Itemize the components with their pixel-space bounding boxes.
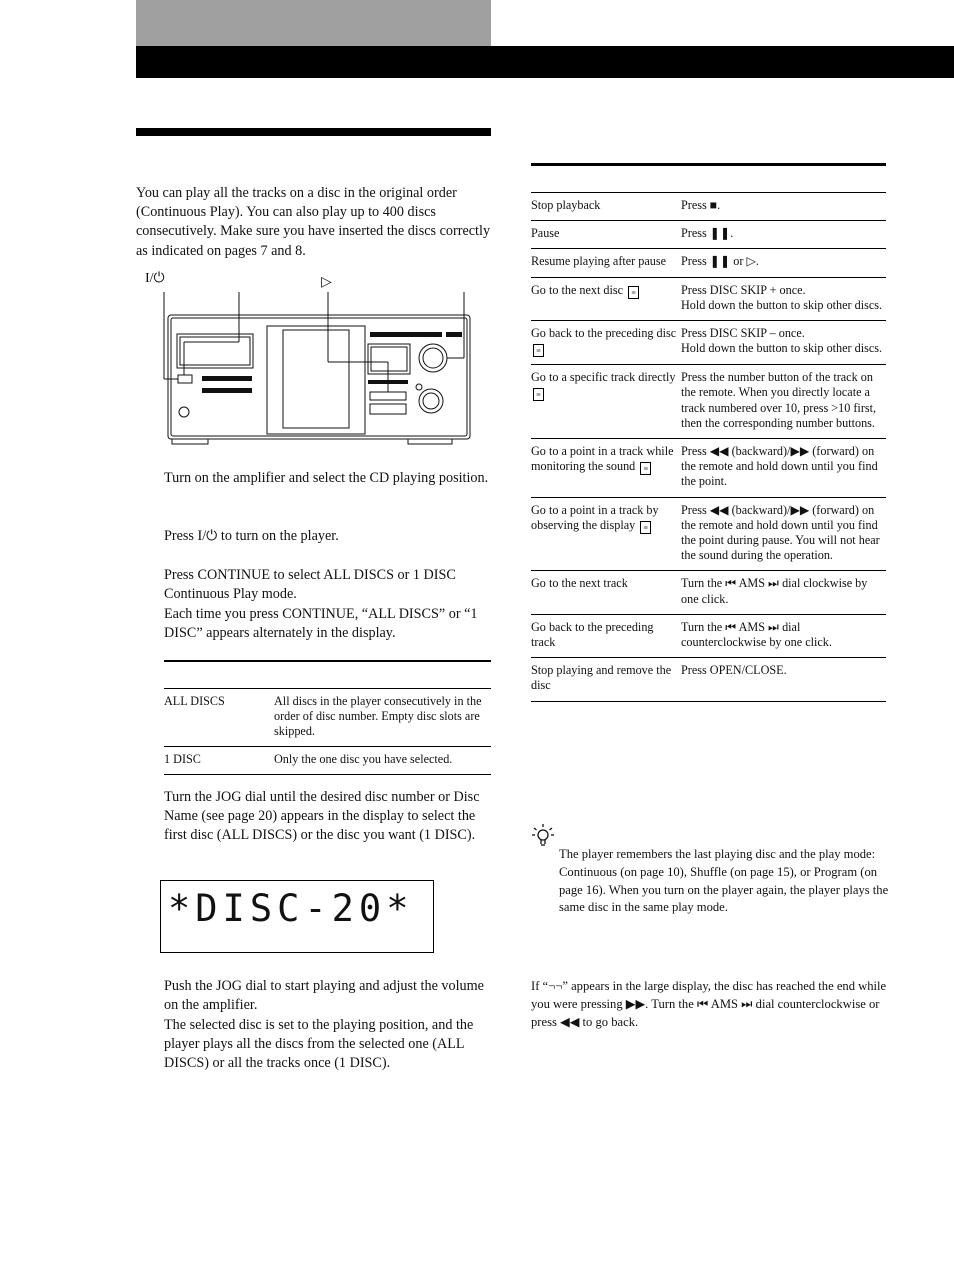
operation-instruction: Press ❚❚. [681,221,886,249]
operation-action [531,221,681,249]
operation-action-label: Resume playing after pause [531,254,667,269]
operation-instruction: Press ❚❚ or ▷. [681,249,886,277]
operation-action-label: Go to a point in a track while monitoring the sound [531,444,674,474]
section-rule-left [136,128,491,136]
table-row [531,614,886,657]
table-row [531,221,886,249]
table-row [164,747,491,775]
intro-paragraph: You can play all the tracks on a disc in the original order (Continuous Play). You can also play up to 400 discs consecutively. Make sure you have inserted the discs correctly as indicated on pages 7 and 8. [136,185,491,259]
mode-table [164,688,491,775]
note-text: If “¬¬” appears in the large display, the disc has reached the end while you were pressing ▶▶. Turn the ⏮ AMS ⏭ dial counterclockwise or press ◀◀ to go back. [531,979,887,1029]
mode-table-rule [164,660,491,662]
table-row [531,277,886,320]
operation-action [531,571,681,614]
table-row [164,689,491,747]
cd-player-diagram [150,288,490,448]
operation-action-label: Go back to the preceding disc [531,326,677,341]
display-readout: *DISC-20* [168,887,414,930]
operation-action-label: Go to a point in a track by observing the display [531,502,659,532]
operation-instruction: Turn the ⏮ AMS ⏭ dial counterclockwise by one click. [681,614,886,657]
table-row [531,658,886,701]
operation-instruction: Press DISC SKIP – once. Hold down the button to skip other discs. [681,321,886,365]
operation-instruction: Press ◀◀ (backward)/▶▶ (forward) on the remote and hold down until you find the point during pause. You will not hear the sound during the operation. [681,497,886,571]
table-row [531,439,886,498]
lightbulb-icon [531,822,555,848]
table-row [531,571,886,614]
operation-instruction: Press OPEN/CLOSE. [681,658,886,701]
operation-action-label: Go to a specific track directly [531,370,676,385]
operation-action [531,277,681,320]
table-row [531,365,886,439]
operation-instruction: Press ◀◀ (backward)/▶▶ (forward) on the remote and hold down until you find the point. [681,439,886,498]
operation-action [531,658,681,701]
operation-action-label: Stop playback [531,198,601,212]
mode-description: All discs in the player consecutively in the order of disc number. Empty disc slots are skipped. [274,689,491,747]
operation-instruction: Press the number button of the track on the remote. When you directly locate a track numbered over 10, press >10 first, then the corresponding number buttons. [681,365,886,439]
remote-icon: ≡ [628,286,639,299]
operation-action-label: Go to the next track [531,576,628,591]
step-3-detail: Each time you press CONTINUE, “ALL DISCS” or “1 DISC” appears alternately in the display. [164,606,478,642]
mode-name: ALL DISCS [164,689,274,747]
operation-action [531,497,681,571]
mode-description: Only the one disc you have selected. [274,747,491,775]
table-row [531,193,886,221]
operation-instruction: Turn the ⏮ AMS ⏭ dial clockwise by one click. [681,571,886,614]
header-black-band [136,46,954,78]
step-5-text: Push the JOG dial to start playing and adjust the volume on the amplifier. [164,978,484,1014]
power-button-label: I/⏻ [145,271,165,286]
section-rule-right [531,163,886,166]
remote-icon: ≡ [640,521,651,534]
table-row [531,321,886,365]
play-button-label: ▷ [321,275,332,290]
step-4-text: Turn the JOG dial until the desired disc number or Disc Name (see page 20) appears in the display to select the first disc (ALL DISCS) or the disc you want (1 DISC). [164,789,480,844]
operation-action [531,365,681,439]
operation-instruction: Press ■. [681,193,886,221]
operation-action [531,614,681,657]
remote-icon: ≡ [533,344,544,357]
operation-action-label: Go to the next disc [531,282,624,297]
operation-action [531,249,681,277]
operation-action-label: Stop playing and remove the disc [531,663,672,693]
header-gray-band [136,0,491,46]
remote-icon: ≡ [640,462,651,475]
step-5-detail: The selected disc is set to the playing position, and the player plays all the discs from the selected one (ALL DISCS) or all the tracks once (1 DISC). [164,1017,474,1072]
operation-instruction: Press DISC SKIP + once. Hold down the button to skip other discs. [681,277,886,320]
remote-icon: ≡ [533,388,544,401]
operation-action [531,439,681,498]
operation-action-label: Pause [531,226,560,241]
table-row [531,497,886,571]
operation-action-label: Go back to the preceding track [531,619,654,650]
step-2-text: Press I/⏻ to turn on the player. [164,528,339,544]
tip-text: The player remembers the last playing disc and the play mode: Continuous (on page 10), Shuffle (on page 15), or Program (on page 16). When you turn on the player again, the player plays the same disc in the same play mode. [559,847,889,915]
step-1-text: Turn on the amplifier and select the CD playing position. [164,470,489,486]
table-row [531,249,886,277]
step-3-text: Press CONTINUE to select ALL DISCS or 1 DISC Continuous Play mode. [164,567,456,603]
operations-table [531,192,886,702]
operation-action [531,193,681,221]
operation-action [531,321,681,365]
mode-name: 1 DISC [164,747,274,775]
